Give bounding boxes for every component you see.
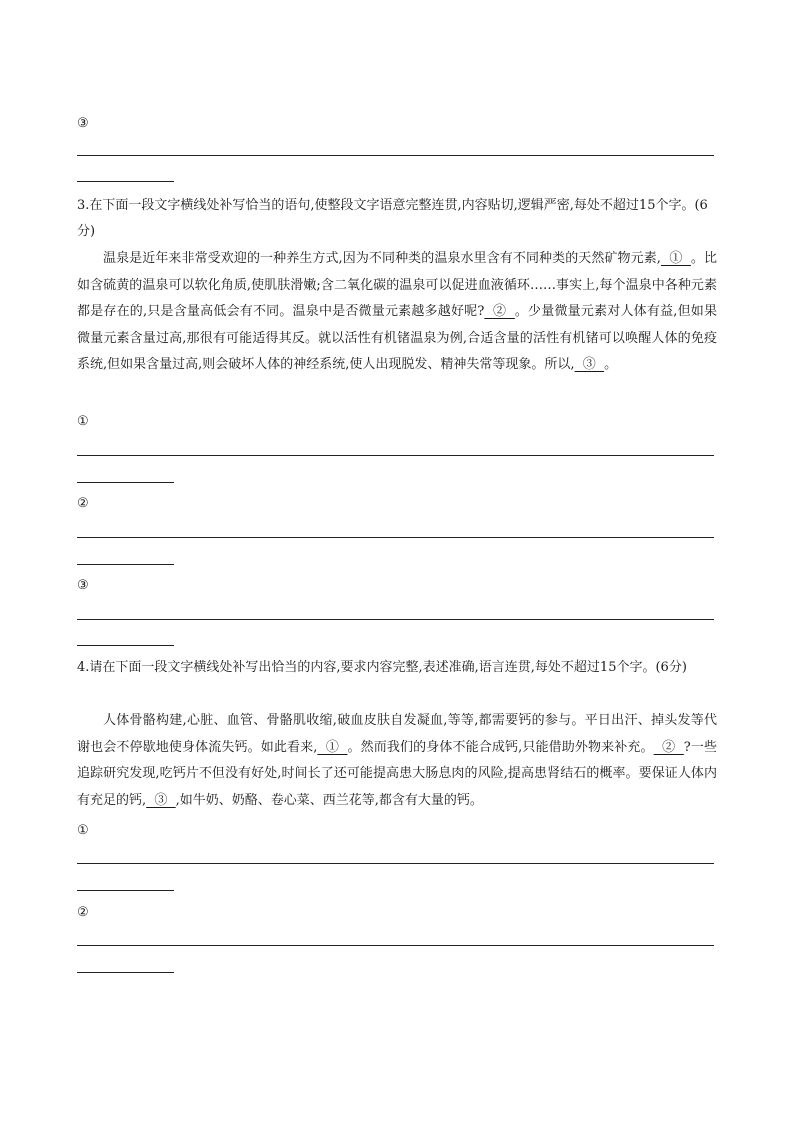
question-3-passage	[77, 246, 717, 379]
passage-text: 。	[604, 357, 618, 372]
answer-label-q3-3: ③	[77, 578, 89, 593]
blank-3: ③	[146, 792, 176, 808]
answer-line-continuation[interactable]	[77, 482, 174, 483]
answer-line[interactable]	[77, 619, 714, 620]
answer-label-q4-1: ①	[77, 823, 89, 838]
passage-text: 人体骨骼构建,心脏、血管、骨骼肌收缩,破血皮肤自发凝血,等等,都需要钙的参与。平日出汗、掉头发等代谢也会不停歇地使身体流失钙。如此看来,	[77, 713, 717, 755]
answer-label-q4-2: ②	[77, 905, 89, 920]
answer-line-continuation[interactable]	[77, 645, 174, 646]
passage-text: ?一些追踪研究发现,吃钙片不但没有好处,时间长了还可能提高患大肠息肉的风险,提高患肾结石的概率。要保证人体内有充足的钙,	[77, 739, 717, 808]
answer-line[interactable]	[77, 863, 714, 864]
answer-line[interactable]	[77, 537, 714, 538]
passage-text: 。比如含硫黄的温泉可以软化角质,使肌肤滑嫩;含二氧化碳的温泉可以促进血液循环……事实上,每个温泉中各种元素都是存在的,只是含量高低会有不同。温泉中是否微量元素越多越好呢?	[77, 251, 718, 319]
answer-line-continuation[interactable]	[77, 890, 174, 891]
answer-line-continuation[interactable]	[77, 564, 174, 565]
passage-text: 。少量微量元素对人体有益,但如果微量元素含量过高,那很有可能适得其反。就以活性有机锗温泉为例,合适含量的活性有机锗可以唤醒人体的免疫系统,但如果含量过高,则会破坏人体的神经系统,使人出现脱发、精神失常等现象。所以,	[77, 304, 717, 372]
answer-line-continuation[interactable]	[77, 972, 174, 973]
question-4-passage	[77, 708, 717, 814]
passage-text: ,如牛奶、奶酪、卷心菜、西兰花等,都含有大量的钙。	[175, 792, 483, 808]
blank-1: ①	[317, 739, 348, 755]
passage-text: 温泉是近年来非常受欢迎的一种养生方式,因为不同种类的温泉水里含有不同种类的天然矿物元素,	[103, 251, 661, 266]
blank-2: ②	[653, 739, 684, 755]
answer-label-prev-3: ③	[77, 116, 89, 131]
answer-label-q3-1: ①	[77, 414, 89, 429]
passage-text: 。然而我们的身体不能合成钙,只能借助外物来补充。	[347, 739, 654, 755]
question-4-prompt: 4.请在下面一段文字横线处补写出恰当的内容,要求内容完整,表述准确,语言连贯,每处不超过15个字。(6分)	[77, 660, 687, 675]
answer-label-q3-2: ②	[77, 496, 89, 511]
answer-line[interactable]	[77, 155, 714, 156]
answer-line[interactable]	[77, 455, 714, 456]
answer-line-continuation[interactable]	[77, 181, 174, 182]
blank-2: ②	[484, 304, 515, 319]
blank-3: ③	[574, 357, 605, 372]
answer-line[interactable]	[77, 945, 714, 946]
question-3-prompt: 3.在下面一段文字横线处补写恰当的语句,使整段文字语意完整连贯,内容贴切,逻辑严密,每处不超过15个字。(6分)	[77, 198, 708, 239]
blank-1: ①	[660, 251, 691, 266]
